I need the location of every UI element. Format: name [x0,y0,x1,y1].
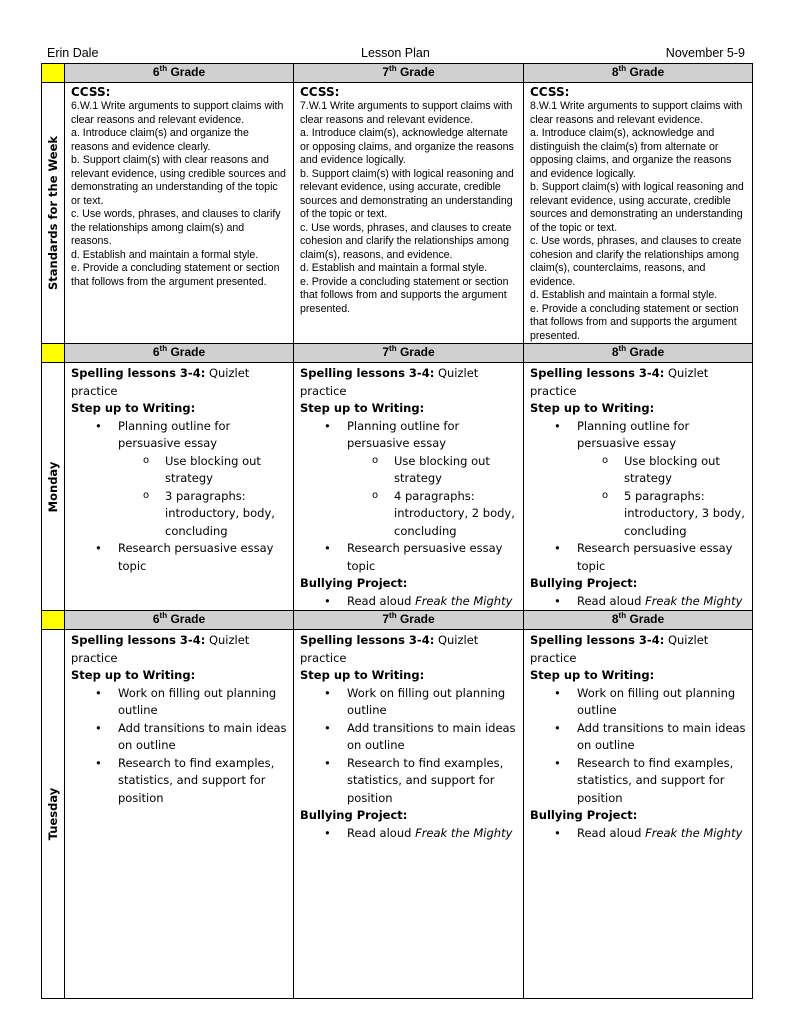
monday-8-cell [524,363,753,611]
standards-row [42,83,753,344]
spelling-line: Spelling lessons 3-4: Quizlet practice [530,366,709,398]
standard-line: c. Use words, phrases, and clauses to clarify the relationships among claim(s) and reasons. [71,208,281,247]
document-header [41,46,752,63]
sub-list-item: o 3 paragraphs: introductory, body, concluding [71,488,287,541]
date-range: November 5-9 [665,46,745,60]
standard-line: b. Support claim(s) with clear reasons and relevant evidence, using credible sources and demonstrating an understanding of the topic or text. [71,154,286,207]
standard-line: a. Introduce claim(s), acknowledge alternate or opposing claims, and organize the reasons and evidence logically. [300,127,514,166]
list-item: • Read aloud Freak the Mighty [300,825,517,843]
corner-cell [42,344,65,363]
grade-7-header: 7th Grade [294,64,524,83]
list-item: • Read aloud Freak the Mighty [300,593,517,611]
step-up-heading: Step up to Writing: [71,668,196,682]
ccss-heading: CCSS: [530,85,570,99]
list-item: • Planning outline for persuasive essay [300,418,517,453]
bullying-list [300,593,517,611]
list-item: • Read aloud Freak the Mighty [530,825,746,843]
author-name: Erin Dale [47,46,99,60]
task-list [300,685,517,808]
monday-label: Monday [46,461,60,512]
grade-header-row [42,64,753,83]
grade-7-header: 7th Grade [294,611,524,630]
list-item: • Work on filling out planning outline [300,685,517,720]
sub-list-item: o 5 paragraphs: introductory, 3 body, concluding [530,488,746,541]
list-item: • Planning outline for persuasive essay [530,418,746,453]
list-item: • Add transitions to main ideas on outline [71,720,287,755]
corner-cell [42,611,65,630]
grade-8-header: 8th Grade [524,344,753,363]
tuesday-6-cell [65,630,294,999]
bullying-heading: Bullying Project: [530,808,638,822]
step-up-heading: Step up to Writing: [530,401,655,415]
tuesday-label: Tuesday [46,787,60,841]
list-item: • Research persuasive essay topic [530,540,746,575]
bullying-heading: Bullying Project: [300,808,408,822]
list-item: • Planning outline for persuasive essay [71,418,287,453]
bullying-list [530,825,746,843]
standard-line: 6.W.1 Write arguments to support claims with clear reasons and relevant evidence. [71,100,284,126]
standards-label: Standards for the Week [46,135,60,291]
book-title: Freak the Mighty [645,593,743,608]
standard-line: e. Provide a concluding statement or section that follows from and supports the argument presented. [300,275,509,315]
standards-7-cell [294,83,524,344]
standard-line: 8.W.1 Write arguments to support claims with clear reasons and relevant evidence. [530,100,743,126]
grade-6-header: 6th Grade [65,611,294,630]
grade-header-row [42,344,753,363]
task-list [530,685,746,808]
standard-line: c. Use words, phrases, and clauses to create cohesion and clarify the relationships among claim(s), reasons, and evidence. [300,221,512,261]
ccss-heading: CCSS: [71,85,111,99]
document-title: Lesson Plan [361,46,430,60]
task-list [530,418,746,576]
list-item: • Work on filling out planning outline [71,685,287,720]
list-item: • Work on filling out planning outline [530,685,746,720]
standards-6-cell [65,83,294,344]
standard-line: d. Establish and maintain a formal style. [71,248,259,261]
list-item: • Research persuasive essay topic [300,540,517,575]
grade-6-header: 6th Grade [65,344,294,363]
standard-line: d. Establish and maintain a formal style. [530,289,718,301]
grade-header-row [42,611,753,630]
lesson-plan-table [41,63,753,999]
corner-cell [42,64,65,83]
monday-side-cell [42,363,65,611]
grade-7-header: 7th Grade [294,344,524,363]
tuesday-side-cell [42,630,65,999]
standards-text [300,100,517,316]
bullying-heading: Bullying Project: [300,576,408,590]
list-item: • Research to find examples, statistics, and support for position [530,755,746,808]
step-up-heading: Step up to Writing: [300,401,425,415]
monday-7-cell [294,363,524,611]
book-title: Freak the Mighty [645,825,743,840]
standards-side-cell [42,83,65,344]
standards-text [71,100,287,289]
standard-line: 7.W.1 Write arguments to support claims with clear reasons and relevant evidence. [300,100,513,126]
sub-list-item: o Use blocking out strategy [530,453,746,488]
standards-text [530,100,746,343]
bullying-list [300,825,517,843]
standard-line: e. Provide a concluding statement or section that follows from the argument presented. [71,262,280,288]
step-up-heading: Step up to Writing: [71,401,196,415]
bullying-list [530,593,746,611]
spelling-line: Spelling lessons 3-4: Quizlet practice [530,633,709,665]
standards-8-cell [524,83,753,344]
list-item: • Add transitions to main ideas on outline [530,720,746,755]
sub-list-item: o Use blocking out strategy [300,453,517,488]
standard-line: b. Support claim(s) with logical reasoning and relevant evidence, using accurate, credible sources and demonstrating an understanding of the topic or text. [530,181,744,234]
tuesday-8-cell [524,630,753,999]
standard-line: d. Establish and maintain a formal style. [300,262,488,274]
list-item: • Research persuasive essay topic [71,540,287,575]
list-item: • Add transitions to main ideas on outline [300,720,517,755]
spelling-line: Spelling lessons 3-4: Quizlet practice [300,633,479,665]
list-item: • Research to find examples, statistics, and support for position [300,755,517,808]
monday-6-cell [65,363,294,611]
book-title: Freak the Mighty [415,593,513,608]
step-up-heading: Step up to Writing: [530,668,655,682]
list-item: • Research to find examples, statistics, and support for position [71,755,287,808]
step-up-heading: Step up to Writing: [300,668,425,682]
spelling-line: Spelling lessons 3-4: Quizlet practice [71,633,250,665]
grade-6-header: 6th Grade [65,64,294,83]
sub-list-item: o Use blocking out strategy [71,453,287,488]
spelling-line: Spelling lessons 3-4: Quizlet practice [71,366,250,398]
standard-line: c. Use words, phrases, and clauses to create cohesion and clarify the relationships among claim(s), counterclaims, reasons, and evidence. [530,235,742,288]
task-list [71,418,287,576]
standard-line: a. Introduce claim(s) and organize the reasons and evidence clearly. [71,127,249,153]
standard-line: a. Introduce claim(s), acknowledge and distinguish the claim(s) from alternate or opposing claims, and organize the reasons and evidence logically. [530,127,732,180]
spelling-line: Spelling lessons 3-4: Quizlet practice [300,366,479,398]
sub-list-item: o 4 paragraphs: introductory, 2 body, concluding [300,488,517,541]
task-list [71,685,287,808]
book-title: Freak the Mighty [415,825,513,840]
grade-8-header: 8th Grade [524,64,753,83]
grade-8-header: 8th Grade [524,611,753,630]
tuesday-7-cell [294,630,524,999]
standard-line: e. Provide a concluding statement or section that follows from and supports the argument presented. [530,302,739,342]
list-item: • Read aloud Freak the Mighty [530,593,746,611]
ccss-heading: CCSS: [300,85,340,99]
tuesday-row [42,630,753,999]
monday-row [42,363,753,611]
standard-line: b. Support claim(s) with logical reasoning and relevant evidence, using accurate, credible sources and demonstrating an understanding of the topic or text. [300,167,514,220]
bullying-heading: Bullying Project: [530,576,638,590]
task-list [300,418,517,576]
